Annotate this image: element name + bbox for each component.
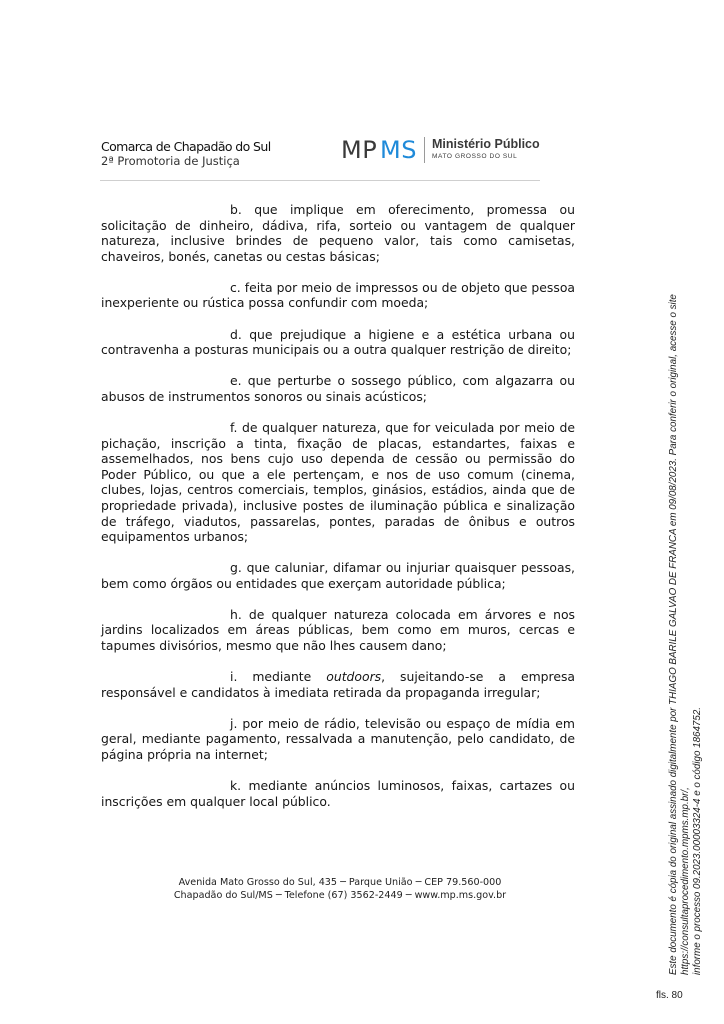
paragraph-j: j. por meio de rádio, televisão ou espaço de mídia em geral, mediante pagamento, ressalvada a manutenção, pelo candidato, de página própria na internet;	[101, 715, 575, 763]
paragraph-i-end: , sujeitando-se a empresa responsável e candidatos à imediata retirada da propaganda irregular;	[101, 669, 575, 700]
paragraph-i	[101, 669, 575, 700]
logo-divider	[424, 137, 425, 163]
paragraph-h: h. de qualquer natureza colocada em árvores e nos jardins localizados em áreas públicas, bem como em muros, cercas e tapumes divisórios, mesmo que não lhes causem dano;	[101, 606, 575, 654]
signature-note-line-1: Este documento é cópia do original assinado digitalmente por THIAGO BARILE GALVAO DE FRANCA em 09/08/2023. Para conferir o original, acesse o site https://consultaprocedimento.mpms.mp.br/,	[668, 294, 691, 975]
header-unit-name: 2ª Promotoria de Justiça	[101, 154, 240, 168]
footer-address	[150, 876, 530, 902]
header-divider	[100, 180, 540, 181]
paragraph-c: c. feita por meio de impressos ou de objeto que pessoa inexperiente ou rústica possa confundir com moeda;	[101, 279, 575, 311]
paragraph-b: b. que implique em oferecimento, promessa ou solicitação de dinheiro, dádiva, rifa, sorteio ou vantagem de qualquer natureza, inclusive brindes de pequeno valor, tais como camisetas, chaveiros, bonés, canetas ou cestas básicas;	[101, 202, 575, 264]
logo-mp-text: MP	[341, 136, 378, 164]
footer-line-2: Chapadão do Sul/MS ─ Telefone (67) 3562-2449 ─ www.mp.ms.gov.br	[173, 890, 507, 901]
footer-line-1: Avenida Mato Grosso do Sul, 435 ─ Parque União ─ CEP 79.560-000	[178, 877, 502, 888]
logo-state-name: MATO GROSSO DO SUL	[432, 153, 518, 160]
document-body	[101, 202, 575, 825]
logo-institution-name: Ministério Público	[432, 137, 540, 151]
paragraph-e: e. que perturbe o sossego público, com algazarra ou abusos de instrumentos sonoros ou sinais acústicos;	[101, 373, 575, 404]
paragraph-f: f. de qualquer natureza, que for veiculada por meio de pichação, inscrição a tinta, fixação de placas, estandartes, faixas e assemelhados, nos bens cujo uso dependa de cessão ou permissão do Poder Público, ou que a ele pertençam, e nos de uso comum (cinema, clubes, lojas, centros comerciais, templos, ginásios, estádios, ainda que de propriedade privada), inclusive postes de iluminação pública e sinalização de tráfego, viadutos, passarelas, pontes, paradas de ônibus e outros equipamentos urbanos;	[101, 419, 575, 545]
logo-ms-text: MS	[380, 136, 417, 164]
header-org-name: Comarca de Chapadão do Sul	[101, 139, 271, 154]
header-block	[101, 139, 271, 169]
paragraph-i-italic: outdoors	[326, 669, 382, 685]
signature-note-line-2: informe o processo 09.2023.00003324-4 e o código 1864752.	[692, 707, 703, 975]
page-number: fls. 80	[656, 990, 683, 1001]
paragraph-i-start: i. mediante	[230, 669, 327, 685]
paragraph-k: k. mediante anúncios luminosos, faixas, cartazes ou inscrições em qualquer local público.	[101, 778, 575, 809]
digital-signature-note	[668, 105, 704, 975]
paragraph-g: g. que caluniar, difamar ou injuriar quaisquer pessoas, bem como órgãos ou entidades que exerçam autoridade pública;	[101, 560, 575, 591]
paragraph-d: d. que prejudique a higiene e a estética urbana ou contravenha a posturas municipais ou a outra qualquer restrição de direito;	[101, 326, 575, 358]
